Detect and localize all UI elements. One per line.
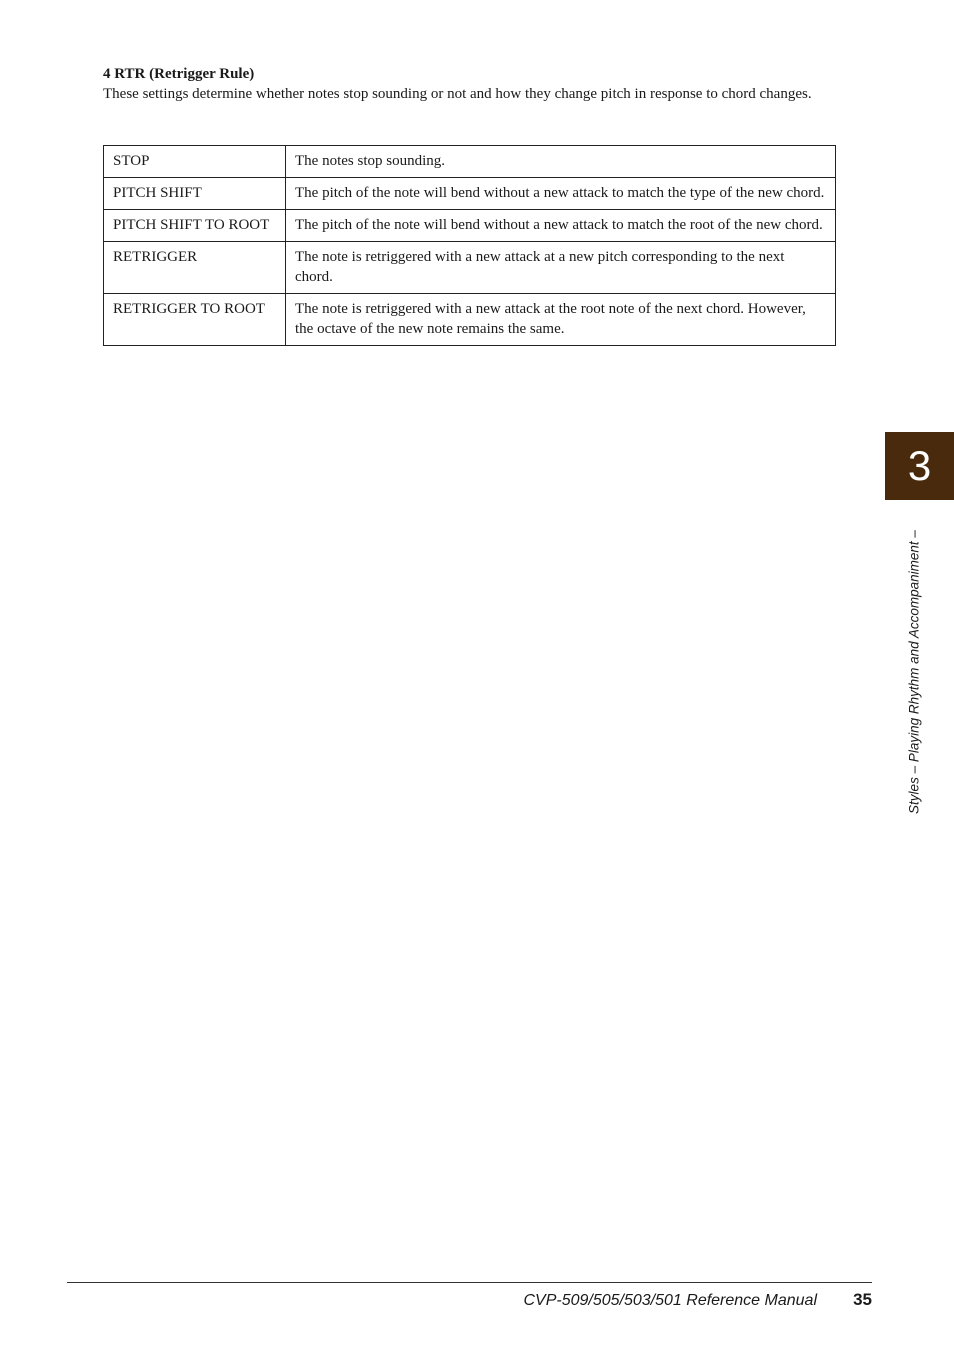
setting-name: RETRIGGER TO ROOT bbox=[104, 294, 286, 346]
setting-description: The pitch of the note will bend without a new attack to match the root of the new chord. bbox=[286, 210, 836, 242]
chapter-tab: 3 bbox=[885, 432, 954, 500]
retrigger-rule-table bbox=[103, 145, 836, 346]
chapter-side-title: Styles – Playing Rhythm and Accompaniment – bbox=[906, 530, 922, 814]
setting-description: The note is retriggered with a new attack at the root note of the next chord. However, the octave of the new note remains the same. bbox=[286, 294, 836, 346]
section-heading: 4 RTR (Retrigger Rule) bbox=[103, 66, 255, 82]
manual-title: CVP-509/505/503/501 Reference Manual bbox=[523, 1292, 817, 1309]
table-row bbox=[104, 242, 836, 294]
page-number: 35 bbox=[853, 1290, 872, 1309]
table-row bbox=[104, 178, 836, 210]
table-row bbox=[104, 294, 836, 346]
setting-description: The note is retriggered with a new attack at a new pitch corresponding to the next chord. bbox=[286, 242, 836, 294]
setting-description: The pitch of the note will bend without a new attack to match the type of the new chord. bbox=[286, 178, 836, 210]
setting-description: The notes stop sounding. bbox=[286, 146, 836, 178]
table-row bbox=[104, 210, 836, 242]
setting-name: STOP bbox=[104, 146, 286, 178]
setting-name: PITCH SHIFT TO ROOT bbox=[104, 210, 286, 242]
table-row bbox=[104, 146, 836, 178]
footer-divider bbox=[67, 1282, 872, 1283]
setting-name: RETRIGGER bbox=[104, 242, 286, 294]
setting-name: PITCH SHIFT bbox=[104, 178, 286, 210]
section-intro: These settings determine whether notes stop sounding or not and how they change pitch in response to chord changes. bbox=[103, 86, 812, 102]
